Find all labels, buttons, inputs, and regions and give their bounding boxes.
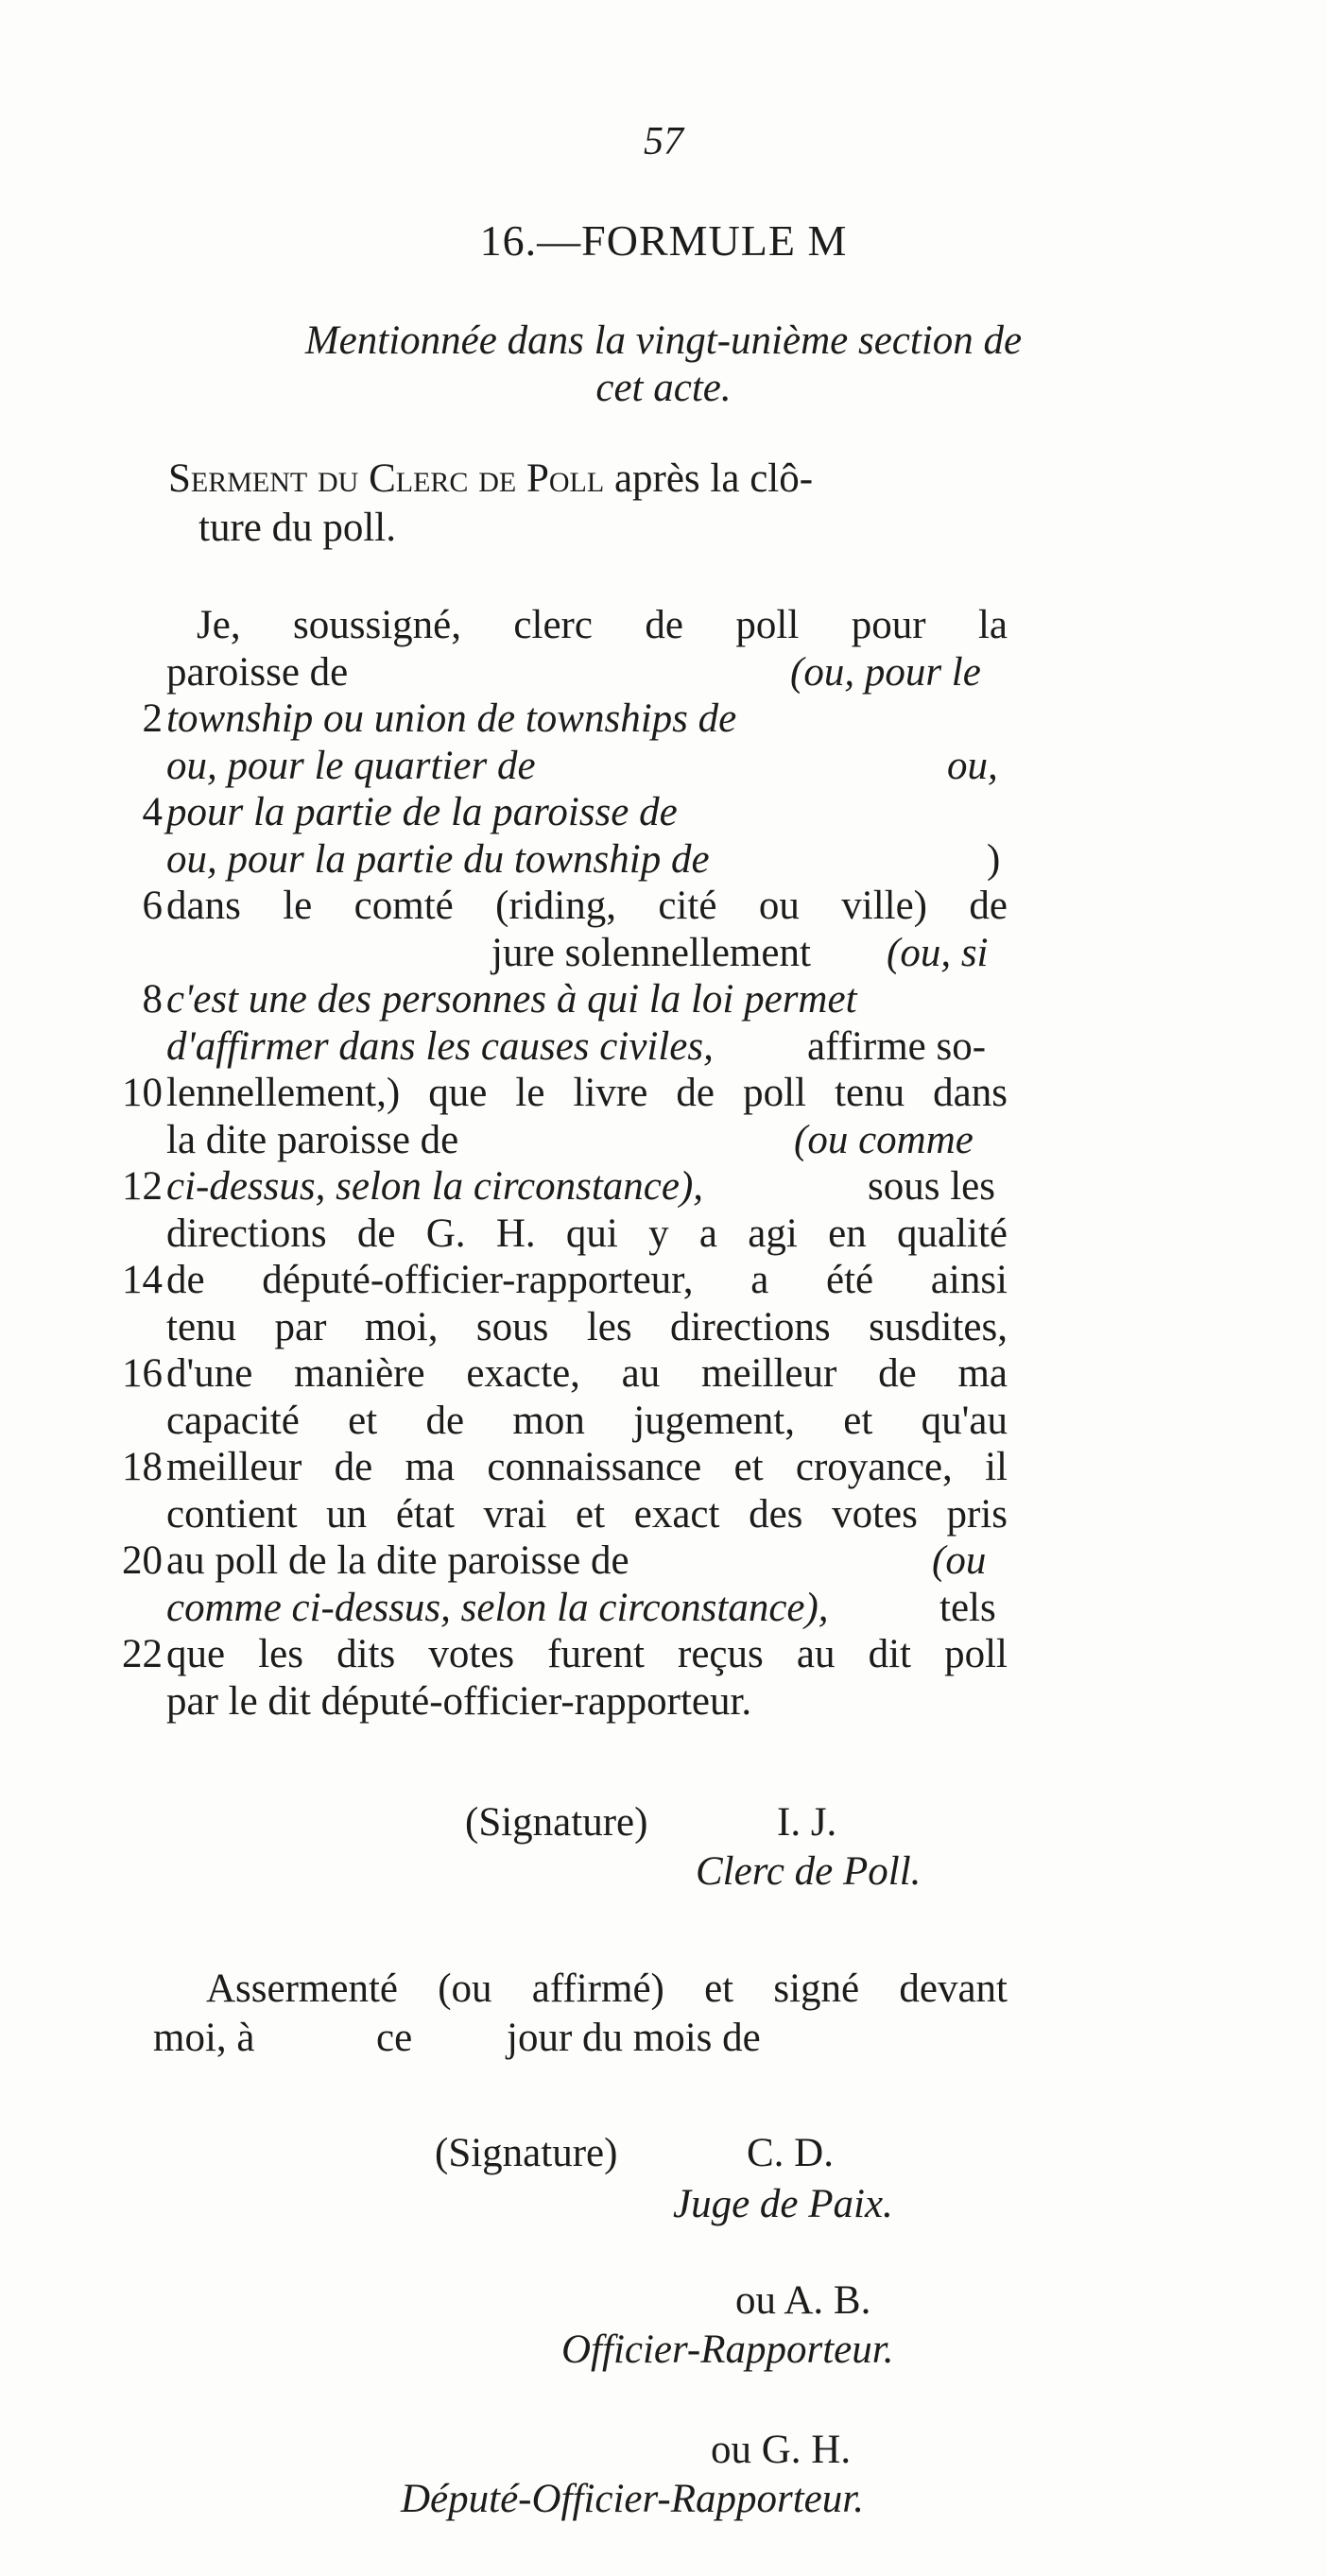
signature-alternative-initials: ou A. B. (735, 2278, 871, 2323)
body-line (166, 1397, 1008, 1446)
body-line (166, 882, 1008, 931)
signature-initials: C. D. (747, 2131, 834, 2175)
text-segment: contient un état vrai et exact des votes pris (166, 1491, 1008, 1537)
body-line (166, 835, 1008, 884)
line-number: 8 (142, 977, 163, 1022)
page-number: 57 (644, 120, 683, 163)
body-line (166, 1349, 1008, 1399)
body-line (166, 1210, 1008, 1259)
italic-text-segment: (ou, si (887, 930, 989, 975)
italic-text-segment: (ou comme (794, 1117, 974, 1162)
text-segment: tenu par moi, sous les directions susdites, (166, 1304, 1008, 1349)
oath-heading-word: Poll (526, 456, 605, 501)
body-line (166, 1256, 1008, 1305)
text-segment: dans le comté (riding, cité ou ville) de (166, 884, 1008, 928)
italic-text-segment: c'est une des personnes à qui la loi permet (166, 977, 857, 1022)
text-segment: meilleur de ma connaissance et croyance, il (166, 1445, 1008, 1489)
italic-text-segment: ou, (947, 743, 998, 788)
body-line (166, 1537, 1008, 1586)
italic-text-segment: township ou union de townships de (166, 696, 737, 741)
text-segment: paroisse de (166, 649, 349, 695)
line-number: 6 (142, 884, 163, 928)
text-segment: par le dit député-officier-rapporteur. (166, 1678, 752, 1724)
line-number: 22 (122, 1632, 163, 1676)
line-number: 2 (142, 696, 163, 741)
sworn-line-2-middle: ce (376, 2016, 413, 2060)
italic-text-segment: d'affirmer dans les causes civiles, (166, 1023, 714, 1069)
body-line (166, 1069, 1008, 1118)
body-line (166, 1490, 1008, 1539)
sworn-line-2-end: jour du mois de (507, 2016, 761, 2060)
signature-role: Juge de Paix. (673, 2182, 893, 2226)
sworn-line-1: Assermenté (ou affirmé) et signé devant (206, 1966, 1008, 2011)
signature-role: Clerc de Poll. (696, 1849, 922, 1894)
italic-text-segment: ou, pour la partie du township de (166, 836, 710, 882)
oath-heading-line-2: ture du poll. (198, 506, 396, 550)
line-number: 4 (142, 790, 163, 834)
text-segment: capacité et de mon jugement, et qu'au (166, 1398, 1008, 1443)
text-segment: la dite paroisse de (166, 1117, 459, 1162)
signature-alternative-role: Député-Officier-Rapporteur. (401, 2477, 864, 2521)
text-segment: affirme so- (807, 1023, 987, 1069)
body-line (166, 788, 1008, 837)
body-line (166, 1162, 1008, 1211)
italic-text-segment: ci-dessus, selon la circonstance), (166, 1164, 704, 1209)
text-segment: ) (987, 836, 1001, 882)
body-line (166, 1443, 1008, 1492)
sworn-line-2-start: moi, à (153, 2016, 255, 2060)
text-segment: lennellement,) que le livre de poll tenu dans (166, 1071, 1008, 1115)
signature-label: (Signature) (465, 1800, 648, 1845)
body-line (166, 1022, 1008, 1072)
text-segment: au poll de la dite paroisse de (166, 1538, 629, 1583)
line-number: 16 (122, 1351, 163, 1396)
body-line (166, 1303, 1008, 1352)
text-segment: directions de G. H. qui y a agi en qualité (166, 1211, 1008, 1256)
text-segment: d'une manière exacte, au meilleur de ma (166, 1351, 1008, 1396)
oath-heading-word: du (318, 456, 359, 501)
text-segment: tels (939, 1585, 996, 1630)
text-segment: de député-officier-rapporteur, a été ainsi (166, 1258, 1008, 1302)
signature-alternative-initials: ou G. H. (711, 2428, 852, 2472)
form-title: 16.—FORMULE M (479, 216, 848, 265)
text-segment: que les dits votes furent reçus au dit poll (166, 1632, 1008, 1676)
line-number: 18 (122, 1445, 163, 1489)
line-number: 10 (122, 1071, 163, 1115)
oath-heading-tail: après la clô- (613, 456, 814, 501)
oath-heading-word: Clerc (369, 456, 469, 501)
text-segment: Je, soussigné, clerc de poll pour la (197, 603, 1008, 647)
line-number: 20 (122, 1538, 163, 1583)
body-line (166, 1677, 1008, 1726)
body-line (166, 648, 1008, 697)
subtitle-line-1: Mentionnée dans la vingt-unième section de (304, 318, 1023, 363)
body-line (166, 1630, 1008, 1679)
signature-initials: I. J. (777, 1800, 837, 1845)
oath-heading-word: Serment (168, 456, 308, 501)
signature-label: (Signature) (435, 2131, 618, 2175)
line-number: 12 (122, 1164, 163, 1209)
body-line (166, 742, 1008, 791)
signature-alternative-role: Officier-Rapporteur. (561, 2327, 894, 2372)
text-segment: sous les (868, 1164, 995, 1209)
body-line (166, 975, 1008, 1024)
subtitle-line-2: cet acte. (595, 366, 732, 410)
body-line (166, 929, 1008, 978)
body-line (166, 695, 1008, 744)
italic-text-segment: (ou, pour le (790, 649, 981, 695)
text-segment: jure solennellement (491, 930, 811, 975)
line-number: 14 (122, 1258, 163, 1302)
italic-text-segment: pour la partie de la paroisse de (166, 790, 678, 834)
body-line (166, 1584, 1008, 1633)
italic-text-segment: comme ci-dessus, selon la circonstance), (166, 1585, 829, 1630)
body-line (166, 1116, 1008, 1165)
italic-text-segment: (ou (932, 1538, 987, 1583)
body-line (166, 601, 1008, 650)
italic-text-segment: ou, pour le quartier de (166, 743, 536, 788)
oath-heading-word: de (478, 456, 517, 501)
oath-heading (168, 455, 813, 502)
